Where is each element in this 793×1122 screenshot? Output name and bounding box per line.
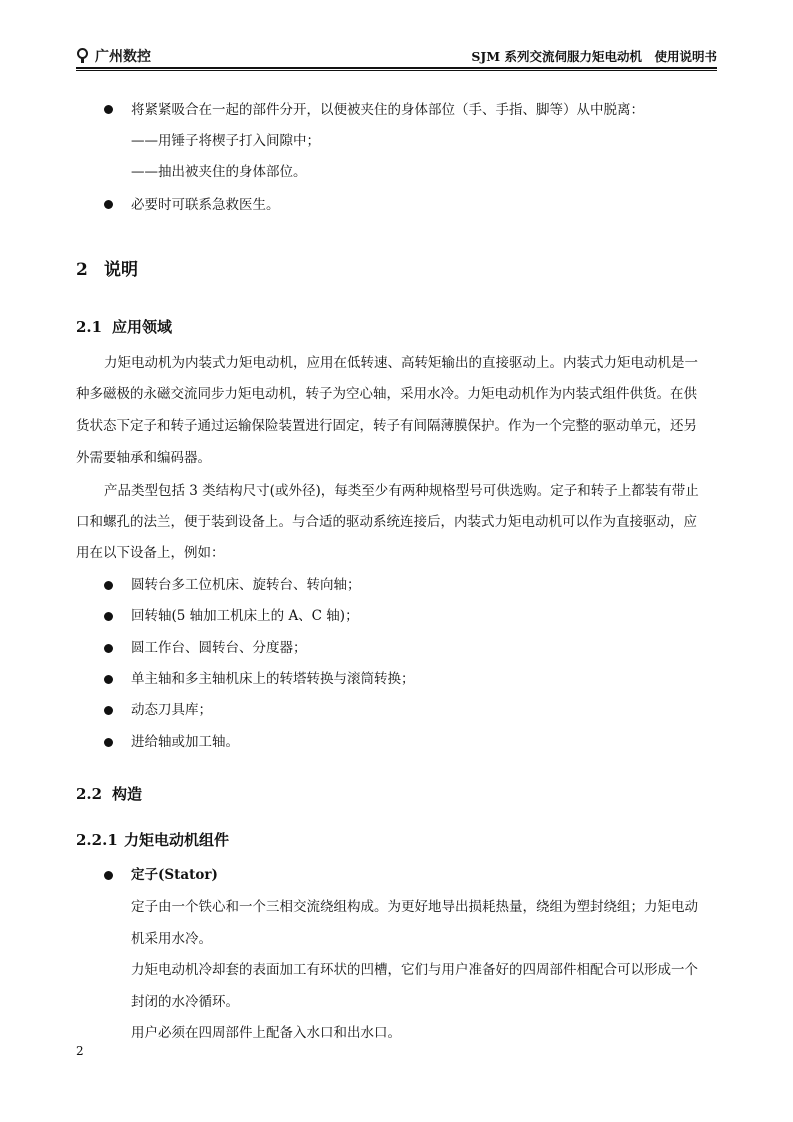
paragraph-line: 外需要轴承和编码器。 [76, 450, 211, 466]
section-heading-2-2 [76, 783, 142, 804]
paragraph-line: 机采用水冷。 [131, 931, 212, 947]
bullet-dot [104, 675, 113, 684]
bullet-dot [104, 871, 113, 880]
paragraph-line: 货状态下定子和转子通过运输保险装置进行固定，转子有间隔薄膜保护。作为一个完整的驱动单元，还另 [76, 418, 697, 434]
paragraph-line: 力矩电动机冷却套的表面加工有环状的凹槽，它们与用户准备好的四周部件相配合可以形成一个 [131, 962, 698, 978]
bullet-text: 必要时可联系急救医生。 [131, 197, 280, 213]
company-logo [76, 46, 151, 66]
section-number: 2 [76, 260, 88, 280]
section-number: 2.1 [76, 318, 103, 336]
list-item: 单主轴和多主轴机床上的转塔转换与滚筒转换； [131, 671, 415, 687]
header-rule-thin [76, 70, 717, 71]
section-title: 构造 [112, 785, 143, 803]
paragraph-line: 力矩电动机为内装式力矩电动机，应用在低转速、高转矩输出的直接驱动上。内装式力矩电动机是一 [104, 355, 698, 371]
section-title: 应用领域 [112, 318, 173, 336]
dash-item: ——用锤子将楔子打入间隙中； [131, 133, 320, 149]
logo-text: 广州数控 [95, 49, 151, 65]
bullet-dot [104, 644, 113, 653]
list-item: 进给轴或加工轴。 [131, 734, 239, 750]
paragraph-line: 封闭的水冷循环。 [131, 994, 239, 1010]
bullet-dot [104, 738, 113, 747]
paragraph-line: 口和螺孔的法兰，便于装到设备上。与合适的驱动系统连接后，内装式力矩电动机可以作为直接驱动，应 [76, 514, 697, 530]
dash-item: ——抽出被夹住的身体部位。 [131, 164, 307, 180]
paragraph-line: 用户必须在四周部件上配备入水口和出水口。 [131, 1025, 401, 1041]
section-title: 说明 [104, 260, 138, 280]
section-number: 2.2 [76, 785, 103, 803]
section-heading-2 [76, 255, 138, 280]
logo-icon [76, 48, 92, 64]
section-number: 2.2.1 [76, 831, 118, 849]
bullet-dot [104, 581, 113, 590]
stator-label: 定子(Stator) [131, 867, 218, 883]
bullet-dot [104, 706, 113, 715]
list-item: 动态刀具库； [131, 702, 212, 718]
paragraph-line: 用在以下设备上，例如： [76, 545, 225, 561]
header-rule [76, 67, 717, 69]
list-item: 圆转台多工位机床、旋转台、转向轴； [131, 577, 361, 593]
list-item: 圆工作台、圆转台、分度器； [131, 640, 307, 656]
paragraph-line: 种多磁极的永磁交流同步力矩电动机，转子为空心轴，采用水冷。力矩电动机作为内装式组件供货。在供 [76, 386, 697, 402]
bullet-dot [104, 612, 113, 621]
page-number: 2 [76, 1044, 84, 1058]
header-title: SJM 系列交流伺服力矩电动机 使用说明书 [471, 49, 717, 64]
bullet-dot [104, 105, 113, 114]
section-heading-2-1 [76, 316, 172, 337]
page-header [76, 44, 717, 68]
bullet-dot [104, 200, 113, 209]
section-title: 力矩电动机组件 [124, 831, 230, 849]
paragraph-line: 产品类型包括 3 类结构尺寸(或外径)，每类至少有两种规格型号可供选购。定子和转子上都装有带止 [104, 483, 699, 499]
bullet-text: 将紧紧吸合在一起的部件分开，以便被夹住的身体部位（手、手指、脚等）从中脱离： [131, 102, 644, 118]
list-item: 回转轴(5 轴加工机床上的 A、C 轴)； [131, 608, 359, 624]
section-heading-2-2-1 [76, 829, 229, 850]
paragraph-line: 定子由一个铁心和一个三相交流绕组构成。为更好地导出损耗热量，绕组为塑封绕组；力矩电动 [131, 899, 698, 915]
